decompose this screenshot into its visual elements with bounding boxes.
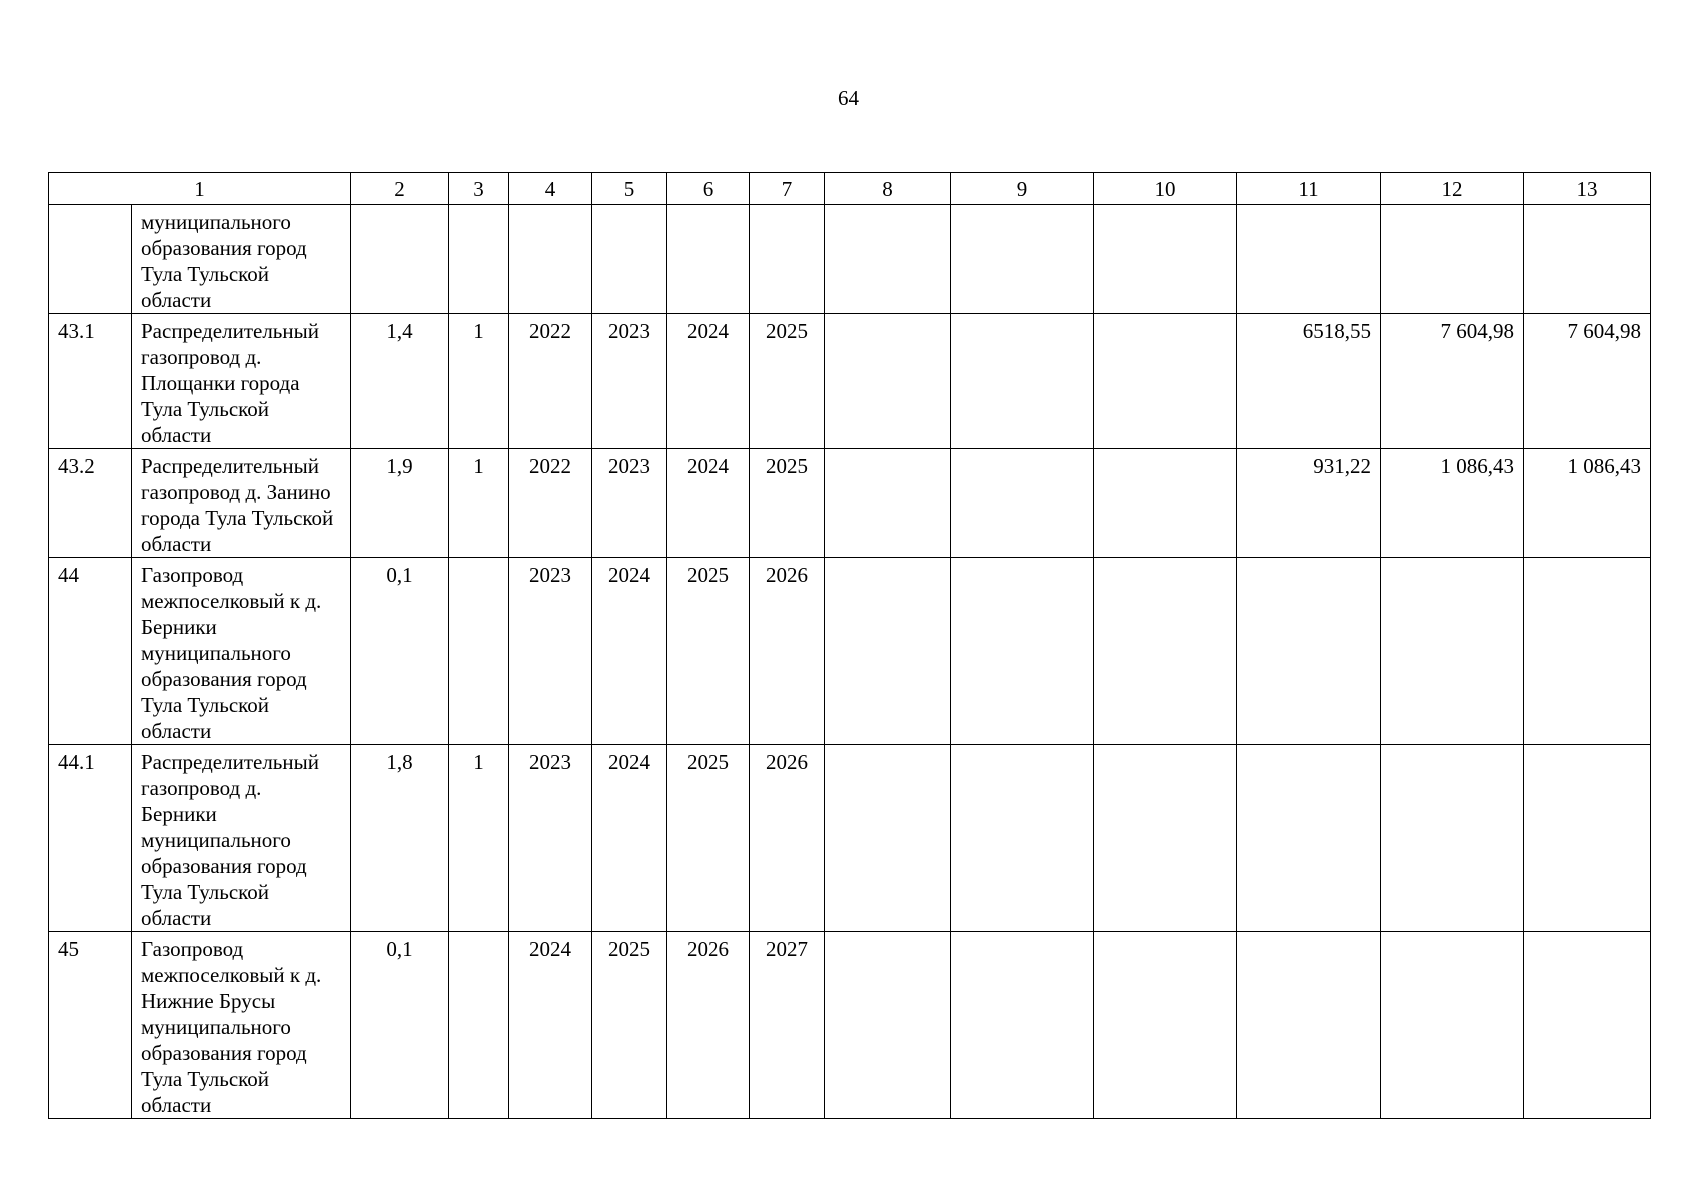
cell-col11	[1237, 558, 1381, 745]
cell-name: муниципального образования город Тула Тульской области	[132, 205, 351, 314]
cell-number: 43.2	[49, 449, 132, 558]
cell-col13	[1524, 745, 1651, 932]
cell-col12	[1381, 932, 1524, 1119]
cell-col2	[351, 205, 449, 314]
column-header: 8	[825, 173, 951, 205]
cell-col10	[1094, 932, 1237, 1119]
cell-col8	[825, 745, 951, 932]
cell-col8	[825, 314, 951, 449]
cell-col8	[825, 449, 951, 558]
cell-col6: 2024	[667, 314, 750, 449]
cell-col3: 1	[449, 449, 509, 558]
cell-name: Распределительный газопровод д. Берники муниципального образования город Тула Тульской области	[132, 745, 351, 932]
cell-col12	[1381, 745, 1524, 932]
cell-col13: 7 604,98	[1524, 314, 1651, 449]
cell-col9	[951, 558, 1094, 745]
cell-col7	[750, 205, 825, 314]
cell-col10	[1094, 449, 1237, 558]
cell-col4: 2023	[509, 745, 592, 932]
cell-number: 43.1	[49, 314, 132, 449]
cell-col7: 2027	[750, 932, 825, 1119]
cell-number	[49, 205, 132, 314]
cell-col7: 2025	[750, 314, 825, 449]
cell-col5: 2025	[592, 932, 667, 1119]
column-header: 1	[49, 173, 351, 205]
cell-col7: 2025	[750, 449, 825, 558]
cell-col11	[1237, 932, 1381, 1119]
cell-number: 44.1	[49, 745, 132, 932]
table-row	[49, 449, 1651, 558]
cell-col2: 1,4	[351, 314, 449, 449]
cell-col6	[667, 205, 750, 314]
column-header: 4	[509, 173, 592, 205]
cell-number: 44	[49, 558, 132, 745]
cell-col13	[1524, 558, 1651, 745]
column-header: 9	[951, 173, 1094, 205]
table-row	[49, 314, 1651, 449]
cell-col2: 1,8	[351, 745, 449, 932]
cell-col4: 2024	[509, 932, 592, 1119]
cell-col6: 2024	[667, 449, 750, 558]
column-header: 13	[1524, 173, 1651, 205]
cell-name: Распределительный газопровод д. Занино города Тула Тульской области	[132, 449, 351, 558]
cell-col11	[1237, 745, 1381, 932]
cell-col8	[825, 205, 951, 314]
cell-name: Газопровод межпоселковый к д. Берники муниципального образования город Тула Тульской области	[132, 558, 351, 745]
cell-col3	[449, 205, 509, 314]
cell-col5: 2024	[592, 558, 667, 745]
column-header: 10	[1094, 173, 1237, 205]
cell-col9	[951, 932, 1094, 1119]
cell-col10	[1094, 205, 1237, 314]
cell-col13	[1524, 932, 1651, 1119]
cell-col10	[1094, 745, 1237, 932]
cell-col3: 1	[449, 745, 509, 932]
cell-col9	[951, 205, 1094, 314]
cell-col9	[951, 449, 1094, 558]
cell-col6: 2025	[667, 558, 750, 745]
table-row	[49, 205, 1651, 314]
cell-col8	[825, 932, 951, 1119]
cell-col9	[951, 314, 1094, 449]
column-header: 2	[351, 173, 449, 205]
cell-col7: 2026	[750, 558, 825, 745]
data-table	[48, 172, 1651, 1119]
cell-col13	[1524, 205, 1651, 314]
cell-col2: 0,1	[351, 932, 449, 1119]
column-header: 5	[592, 173, 667, 205]
cell-col12	[1381, 558, 1524, 745]
column-header: 11	[1237, 173, 1381, 205]
page-number: 64	[838, 86, 859, 110]
cell-col12: 1 086,43	[1381, 449, 1524, 558]
cell-col12	[1381, 205, 1524, 314]
cell-col10	[1094, 314, 1237, 449]
cell-col5: 2023	[592, 449, 667, 558]
cell-name: Распределительный газопровод д. Площанки города Тула Тульской области	[132, 314, 351, 449]
cell-col2: 1,9	[351, 449, 449, 558]
cell-col5: 2023	[592, 314, 667, 449]
cell-col2: 0,1	[351, 558, 449, 745]
column-header: 12	[1381, 173, 1524, 205]
cell-col10	[1094, 558, 1237, 745]
cell-name: Газопровод межпоселковый к д. Нижние Брусы муниципального образования город Тула Тульской области	[132, 932, 351, 1119]
cell-col4: 2022	[509, 449, 592, 558]
header-row	[49, 173, 1651, 205]
column-header: 7	[750, 173, 825, 205]
cell-col6: 2025	[667, 745, 750, 932]
cell-col4: 2022	[509, 314, 592, 449]
cell-col3	[449, 558, 509, 745]
table-row	[49, 932, 1651, 1119]
cell-col4	[509, 205, 592, 314]
cell-col7: 2026	[750, 745, 825, 932]
cell-col9	[951, 745, 1094, 932]
cell-col5: 2024	[592, 745, 667, 932]
cell-col11	[1237, 205, 1381, 314]
cell-col3: 1	[449, 314, 509, 449]
cell-col11: 931,22	[1237, 449, 1381, 558]
column-header: 6	[667, 173, 750, 205]
table-row	[49, 558, 1651, 745]
cell-col3	[449, 932, 509, 1119]
cell-col6: 2026	[667, 932, 750, 1119]
cell-col4: 2023	[509, 558, 592, 745]
column-header: 3	[449, 173, 509, 205]
cell-col5	[592, 205, 667, 314]
table-row	[49, 745, 1651, 932]
cell-col8	[825, 558, 951, 745]
cell-col12: 7 604,98	[1381, 314, 1524, 449]
cell-number: 45	[49, 932, 132, 1119]
cell-col13: 1 086,43	[1524, 449, 1651, 558]
cell-col11: 6518,55	[1237, 314, 1381, 449]
